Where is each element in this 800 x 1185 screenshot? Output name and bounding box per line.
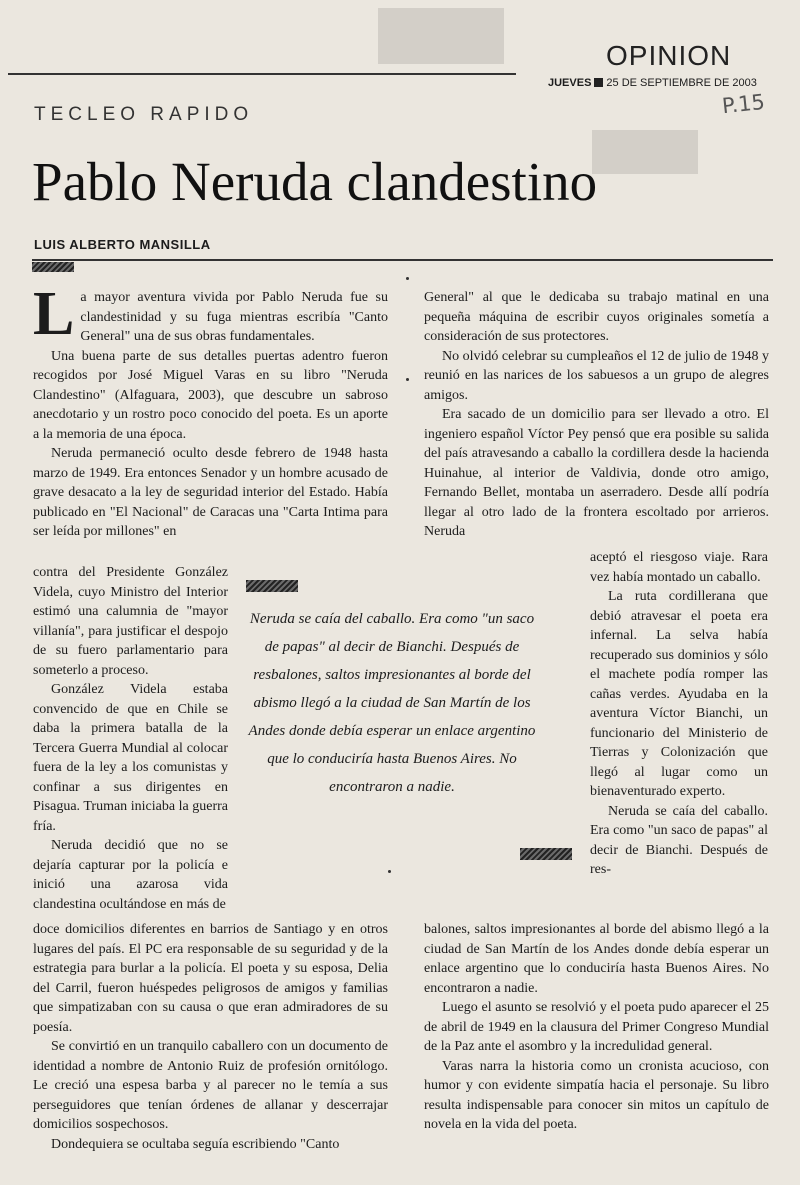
article-column-1-narrow bbox=[33, 563, 228, 914]
scan-speck bbox=[388, 870, 391, 873]
paragraph: Se convirtió en un tranquilo caballero con un documento de identidad a nombre de Antonio Ruiz de profesión ornitólogo. Le creció una espesa barba y al parecer no le temía a sus perseguidores que tenían órdenes de allanar y descerrajar domicilios sospechosos. bbox=[33, 1039, 388, 1132]
top-rule bbox=[8, 73, 516, 75]
section-title: OPINION bbox=[606, 40, 732, 71]
handwritten-note: P.15 bbox=[720, 89, 766, 119]
article-column-2-bottom bbox=[424, 920, 769, 1135]
pull-quote: Neruda se caía del caballo. Era como "un saco de papas" al decir de Bianchi. Después de resbalones, saltos impresionantes al borde del abismo llegó a la ciudad de San Martín de los Andes donde debía esperar un enlace argentino que lo conduciría hasta Buenos Aires. No encontraron a nadie. bbox=[248, 611, 536, 795]
pullquote-marker-top bbox=[246, 580, 298, 592]
gray-block bbox=[592, 130, 698, 174]
square-bullet-icon bbox=[594, 78, 603, 87]
hatch-marker bbox=[32, 262, 74, 272]
date: 25 DE SEPTIEMBRE DE 2003 bbox=[606, 77, 757, 89]
paragraph: aceptó el riesgoso viaje. Rara vez había montado un caballo. bbox=[590, 550, 768, 585]
paragraph: No olvidó celebrar su cumpleaños el 12 de julio de 1948 y reunió en las narices de los sabuesos a un grupo de alegres amigos. bbox=[424, 348, 769, 403]
paragraph: González Videla estaba convencido de que en Chile se daba la primera batalla de la Tercera Guerra Mundial al colocar fuera de la ley a los comunistas y confinar a sus dirigentes en Pisagua. Truman iniciaba la guerra fría. bbox=[33, 682, 228, 834]
paragraph: Una buena parte de sus detalles puertas adentro fueron recogidos por José Miguel Varas en su libro "Neruda Clandestino" (Alfaguara, 2003), que descubre un sabroso anecdotario y un rostro poco conocido del poeta. Es un aporte a la memoria de una época. bbox=[33, 348, 388, 442]
article-headline: Pablo Neruda clandestino bbox=[32, 151, 598, 212]
gray-block bbox=[378, 8, 504, 64]
paragraph: doce domicilios diferentes en barrios de Santiago y en otros lugares del país. El PC era responsable de su seguridad y de la estrategia para burlar a la policía. El poeta y su esposa, Delia del Carril, fueron huéspedes peligrosos de amigos y familias que simpatizaban con su causa o que eran admiradores de su poesía. bbox=[33, 922, 388, 1035]
author-byline: LUIS ALBERTO MANSILLA bbox=[34, 237, 211, 252]
drop-cap: L bbox=[33, 280, 75, 348]
column-name: TECLEO RAPIDO bbox=[34, 104, 254, 125]
paragraph: Neruda se caía del caballo. Era como "un saco de papas" al decir de Bianchi. Después de res- bbox=[590, 803, 768, 877]
article-column-1 bbox=[33, 280, 388, 542]
weekday: JUEVES bbox=[548, 77, 592, 89]
paragraph: balones, saltos impresionantes al borde del abismo llegó a la ciudad de San Martín de los Andes donde debía esperar un enlace argentino que lo conduciría hasta Buenos Aires. No encontraron a nadie. bbox=[424, 922, 769, 996]
dateline bbox=[548, 77, 757, 89]
paragraph: Neruda decidió que no se dejaría capturar por la policía e inició una azarosa vida clandestina ocultándose en más de bbox=[33, 838, 228, 912]
pullquote-marker-bottom bbox=[520, 848, 572, 860]
paragraph: Era sacado de un domicilio para ser llevado a otro. El ingeniero español Víctor Pey pensó que era posible su salida del país atravesando a caballo la cordillera desde la hacienda Huinahue, al interior de Valdivia, donde otro amigo, Fernando Bellet, montaba un aserradero. Desde allí podría llegar al otro lado de la frontera escoltado por arrieros. Neruda bbox=[424, 407, 769, 539]
scan-speck bbox=[406, 277, 409, 280]
paragraph: Dondequiera se ocultaba seguía escribiendo "Canto bbox=[51, 1136, 340, 1152]
article-column-2-narrow bbox=[590, 548, 768, 880]
paragraph: La mayor aventura vivida por Pablo Neruda fue su clandestinidad y su fuga mientras escribía "Canto General" una de sus obras fundamentales. bbox=[33, 280, 388, 348]
paragraph: Varas narra la historia como un cronista acucioso, con humor y con evidente simpatía hacia el personaje. Su libro resulta indispensable para conocer sin mitos un capítulo de novela en la vida del poeta. bbox=[424, 1058, 769, 1132]
article-column-1-bottom bbox=[33, 920, 388, 1154]
paragraph: Neruda permaneció oculto desde febrero de 1948 hasta marzo de 1949. Era entonces Senador y un hombre acusado de grave desacato a la ley de seguridad interior del Estado. Había publicado en "El Nacional" de Caracas una "Carta Intima para ser leída por millones" en bbox=[33, 446, 388, 539]
article-column-2 bbox=[424, 288, 769, 542]
paragraph: contra del Presidente González Videla, cuyo Ministro del Interior estimó una calumnia de "mayor villanía", para justificar el despojo de su fuero parlamentario para someterlo a proceso. bbox=[33, 565, 228, 678]
paragraph: La ruta cordillerana que debió atravesar el poeta era infernal. La selva había recuperado sus dominios y sólo el machete podía romper las cañas verdes. Ayudaba en la aventura Víctor Bianchi, un funcionario del Ministerio de Tierras y Colonización que llegó al lugar como un bienaventurado experto. bbox=[590, 589, 768, 799]
paragraph: General" al que le dedicaba su trabajo matinal en una pequeña máquina de escribir cuyos originales sometía a consideración de sus protectores. bbox=[424, 290, 769, 344]
byline-rule bbox=[32, 259, 773, 261]
paragraph: Luego el asunto se resolvió y el poeta pudo aparecer el 25 de abril de 1949 en la clausura del Primer Congreso Mundial de la Paz ante el asombro y la incredulidad general. bbox=[424, 1000, 769, 1054]
scan-speck bbox=[406, 378, 409, 381]
